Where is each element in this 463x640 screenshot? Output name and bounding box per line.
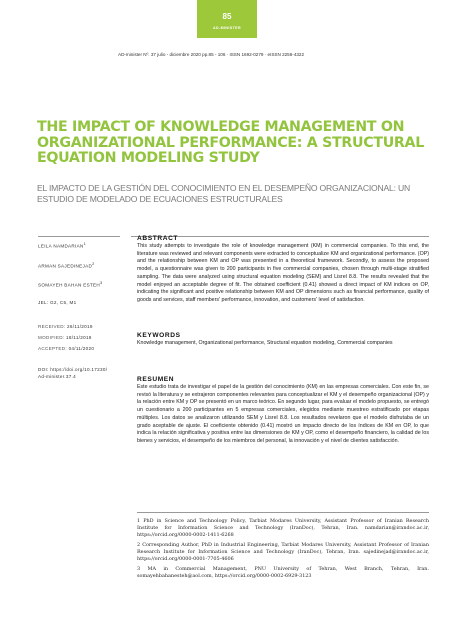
footnote-1: 1 PhD in Science and Technology Policy, Tarbiat Modares University, Assistant Professor of Iranian Research Institute for Information Science and Technology (IranDoc), Tehran, Iran. namdarian@irandoc.ac.ir, https://orcid.org/0000-0002-1411-6268 [137,518,429,538]
accepted-date: ACCEPTED: 04/11/2020 [38,346,95,351]
author-2: ARMAN SAJEDINEJAD$^2$ [38,262,95,269]
footnote-2: 2 Corresponding Author, PhD in Industrial Engineering, Tarbiat Modares University, Assistant Professor of Iranian Research Institute for Information Science and Technology (IranDoc), Tehran, Iran. sajedinejad@irandoc.ac.ir, https://orcid.org/0000-0001-7705-4606 [137,542,429,562]
article-title: THE IMPACT OF KNOWLEDGE MANAGEMENT ON ORGANIZATIONAL PERFORMANCE: A STRUCTURAL EQUATION MODELING STUDY [37,119,424,167]
received-date: RECEIVED: 26/11/2019 [38,324,93,329]
journal-name: AD-MINISTER [213,26,241,30]
keywords-text: Knowledge management, Organizational performance, Structural equation modeling, Commercial companies [137,340,393,346]
jel-codes: JEL: G2, C5, M1 [38,300,77,305]
modified-date: MODIFIED: 18/11/2019 [38,335,92,340]
abstract-heading: ABSTRACT [137,235,179,242]
keywords-heading: KEYWORDS [137,332,181,339]
abstract-text: This study attempts to investigate the role of knowledge management (KM) in commercial companies. To this end, the literature was reviewed and relevant components were extracted to conceptualize KM and organizational performance. (OP) and the relationship between KM and OP was presented in a theoretical framework. Secondly, to assess the proposed model, a questionnaire was given to 200 participants in five commercial companies, chosen through multi-stage stratified sampling. The data were analyzed using structural equation modeling (SEM) and Lisrel 8.8. The results revealed that the model enjoyed an acceptable degree of fit. The obtained coefficient (0.41) showed a direct impact of KM indices on OP, indicating the significant and positive relationship between KM and OP dimensions such as financial performance, quality of goods and services, staff members' performance, innovation, and customers' level of satisfaction. [137,243,429,303]
resumen-heading: RESUMEN [137,376,175,383]
author-1: LEILA NAMDARIAN$^1$ [38,242,87,249]
article-subtitle: EL IMPACTO DE LA GESTIÓN DEL CONOCIMIENTO EN EL DESEMPEÑO ORGANIZACIONAL: UN ESTUDIO DE MODELADO DE ECUACIONES ESTRUCTURALES [37,183,411,204]
author-3: SOMAYEH BAHAN ESTEH$^3$ [38,281,103,288]
doi-link[interactable]: DOI: https://doi.org/10.17230/ Ad-minister.37.4 [38,367,108,379]
page-number: 85 [222,12,232,21]
resumen-text: Este estudio trata de investigar el papel de la gestión del conocimiento (KM) en las empresas comerciales. Con este fin, se revisó la literatura y se extrajeron componentes relevantes para conceptualizar el KM y el desempeño organizacional (OP) y la relación entre KM y OP se presentó en un marco teórico. En segundo lugar, para evaluar el modelo propuesto, se entregó un cuestionario a 200 participantes en 5 empresas comerciales, elegidos mediante muestreo estratificado por etapas múltiples. Los datos se analizaron utilizando SEM y Lisrel 8.8. Los resultados revelaron que el modelo disfrutaba de un grado aceptable de ajuste. El coeficiente obtenido (0.41) mostró un impacto directo de los índices de KM en OP, lo que indica la relación significativa y positiva entre las dimensiones de KM y OP, como el desempeño financiero, la calidad de los bienes y servicios, el desempeño de los miembros del personal, la innovación y el nivel de clientes satisfacción. [137,384,429,444]
author-rule [38,236,120,237]
citation-line: AD-minister Nº. 37 julio - diciembre 2020 pp.85 - 106 · ISSN 1692-0279 · eISSN 2256-4322 [118,52,305,57]
journal-page-tab [197,0,257,38]
footnote-3: 3 MA in Commercial Management, PNU University of Tehran, West Branch, Tehran, Iran. somayehbahanesteh@aol.com, https://orcid.org/0000-0002-6929-3123 [137,566,429,579]
footnote-rule [137,512,429,513]
